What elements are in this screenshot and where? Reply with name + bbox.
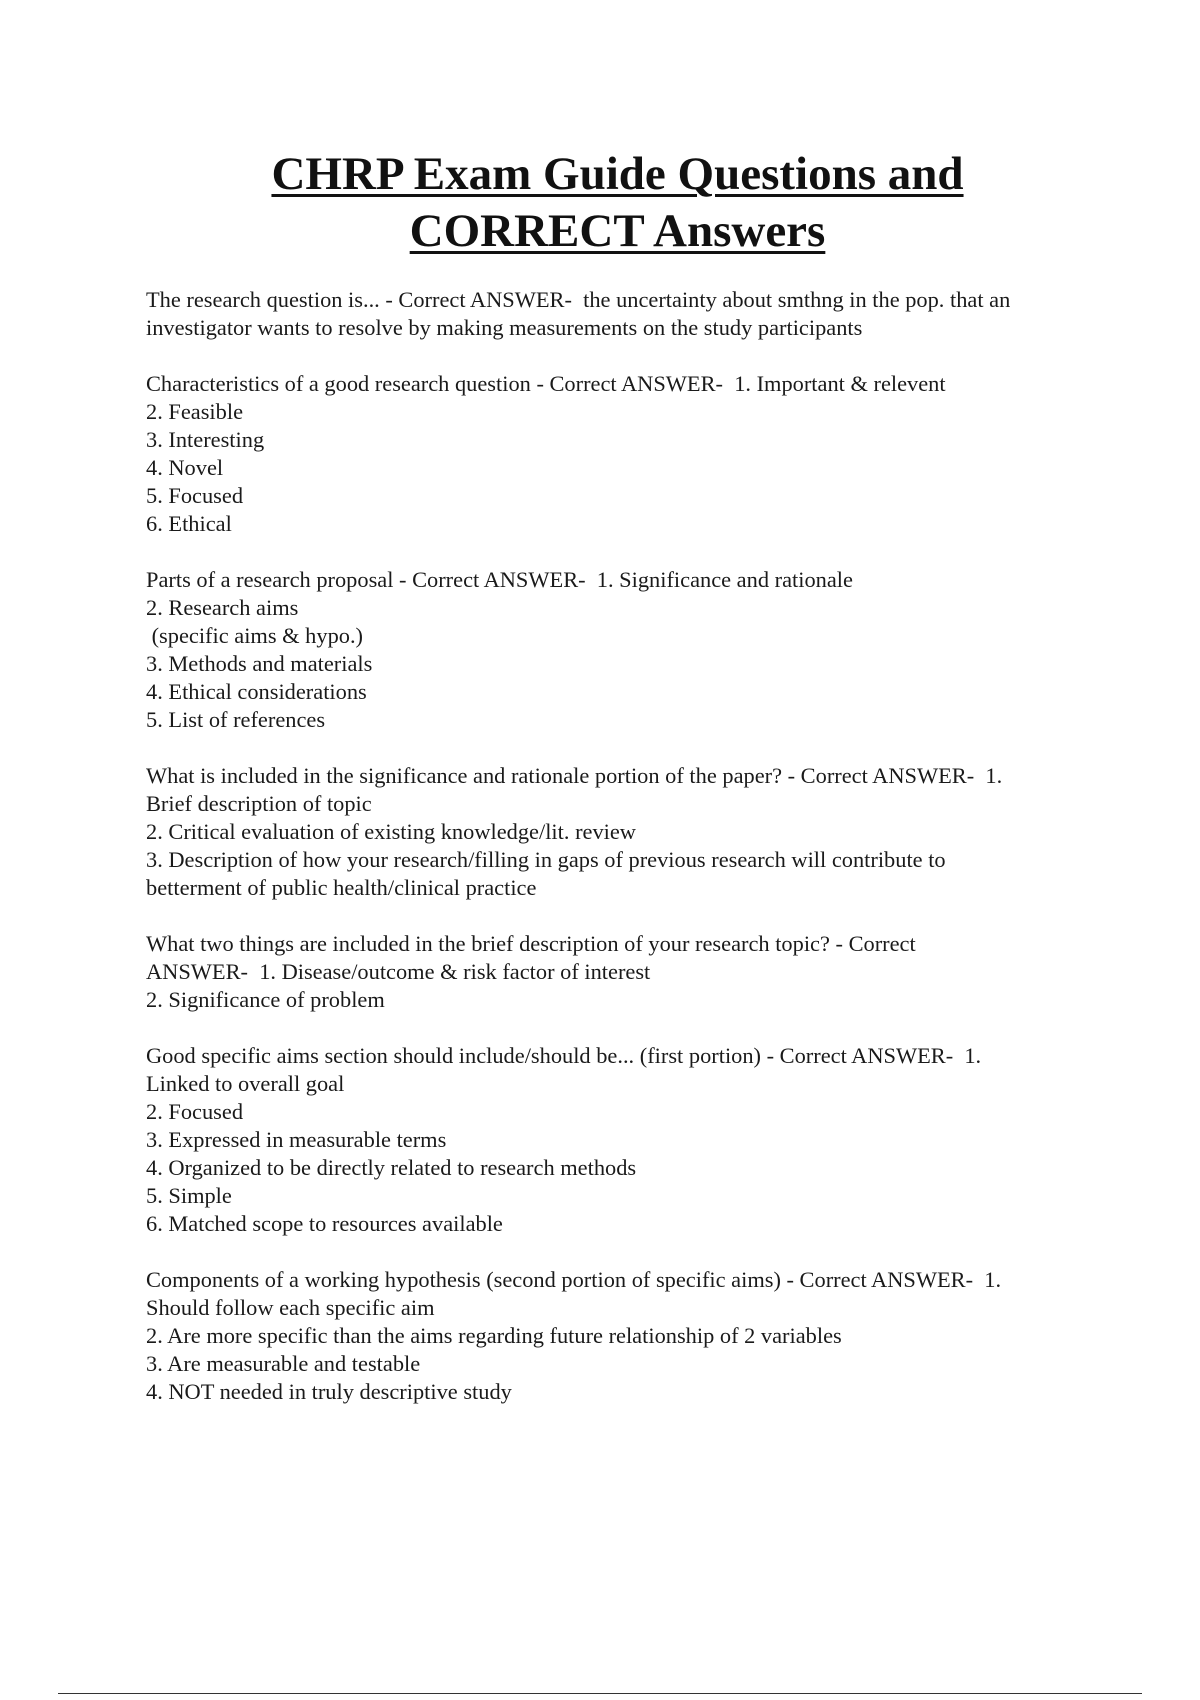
qa-answer-line: 3. Description of how your research/filling in gaps of previous research will contribute to <box>146 847 946 872</box>
qa-answer-line: 3. Methods and materials <box>146 651 373 676</box>
qa-answer-line: 5. Focused <box>146 483 244 508</box>
qa-question-line: Good specific aims section should include/should be... (first portion) - Correct ANSWER- 1. <box>146 1043 982 1068</box>
qa-block <box>146 286 1096 342</box>
qa-question-line: Components of a working hypothesis (second portion of specific aims) - Correct ANSWER- 1. <box>146 1267 1002 1292</box>
qa-block <box>146 1042 1096 1238</box>
qa-answer-line: Brief description of topic <box>146 791 372 816</box>
qa-block <box>146 370 1096 538</box>
qa-question-line: What is included in the significance and rationale portion of the paper? - Correct ANSWER- 1. <box>146 763 1003 788</box>
qa-answer-line: 4. Novel <box>146 455 224 480</box>
qa-answer-line: Should follow each specific aim <box>146 1295 435 1320</box>
qa-block <box>146 1266 1096 1406</box>
qa-answer-line: ANSWER- 1. Disease/outcome & risk factor of interest <box>146 959 651 984</box>
qa-answer-line: 2. Feasible <box>146 399 244 424</box>
qa-block <box>146 930 1096 1014</box>
qa-answer-line: 5. List of references <box>146 707 326 732</box>
qa-block <box>146 762 1096 902</box>
qa-answer-line: 3. Are measurable and testable <box>146 1351 421 1376</box>
qa-answer-line: Linked to overall goal <box>146 1071 345 1096</box>
qa-question-line: Parts of a research proposal - Correct ANSWER- 1. Significance and rationale <box>146 567 853 592</box>
qa-answer-line: investigator wants to resolve by making measurements on the study participants <box>146 315 863 340</box>
qa-answer-line: betterment of public health/clinical practice <box>146 875 537 900</box>
page-title <box>0 146 1200 260</box>
qa-answer-line: 4. NOT needed in truly descriptive study <box>146 1379 512 1404</box>
qa-question-line: What two things are included in the brief description of your research topic? - Correct <box>146 931 916 956</box>
qa-answer-line: 6. Ethical <box>146 511 232 536</box>
qa-answer-line: 6. Matched scope to resources available <box>146 1211 503 1236</box>
qa-answer-line: 2. Significance of problem <box>146 987 385 1012</box>
qa-question-line: Characteristics of a good research question - Correct ANSWER- 1. Important & relevent <box>146 371 946 396</box>
qa-list <box>146 286 1096 1434</box>
qa-answer-line: 3. Interesting <box>146 427 265 452</box>
qa-answer-line: 2. Research aims <box>146 595 299 620</box>
qa-answer-line: (specific aims & hypo.) <box>146 623 364 648</box>
qa-answer-line: 2. Critical evaluation of existing knowledge/lit. review <box>146 819 636 844</box>
title-line-1: CHRP Exam Guide Questions and <box>271 148 964 200</box>
qa-answer-line: 4. Organized to be directly related to research methods <box>146 1155 637 1180</box>
qa-answer-line: 2. Focused <box>146 1099 244 1124</box>
footer-rule <box>58 1693 1142 1694</box>
qa-answer-line: 3. Expressed in measurable terms <box>146 1127 447 1152</box>
qa-answer-line: 5. Simple <box>146 1183 232 1208</box>
qa-answer-line: 2. Are more specific than the aims regarding future relationship of 2 variables <box>146 1323 842 1348</box>
qa-question-line: The research question is... - Correct ANSWER- the uncertainty about smthng in the pop. that an <box>146 287 1011 312</box>
qa-block <box>146 566 1096 734</box>
title-line-2: CORRECT Answers <box>409 205 826 257</box>
qa-answer-line: 4. Ethical considerations <box>146 679 367 704</box>
